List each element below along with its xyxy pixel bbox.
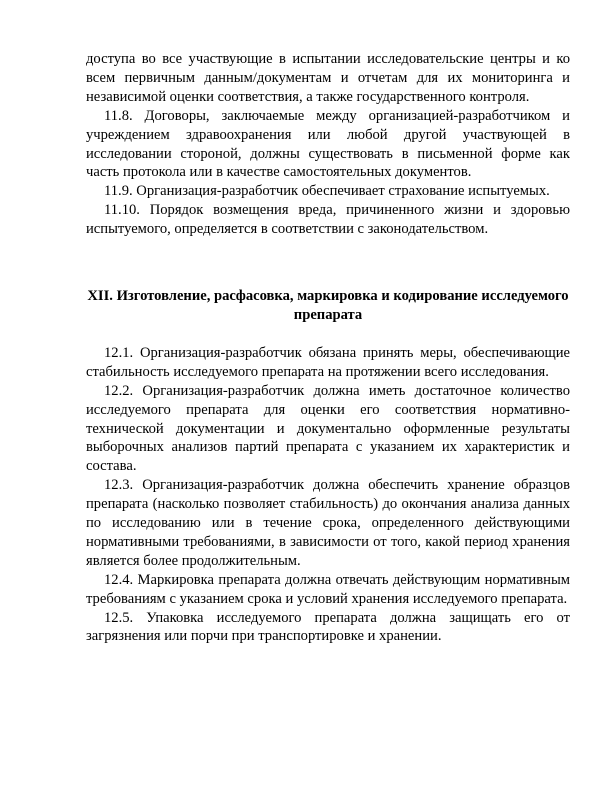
- paragraph-continued: доступа во все участвующие в испытании исследовательские центры и ко всем первичным данным/документам и отчетам для их мониторинга и независимой оценки соответствия, а также государственного контроля.: [86, 51, 570, 105]
- document-page: [86, 50, 570, 646]
- paragraph-12-1: 12.1. Организация-разработчик обязана принять меры, обеспечивающие стабильность исследуемого препарата на протяжении всего исследования.: [86, 344, 570, 380]
- paragraph-12-2: 12.2. Организация-разработчик должна иметь достаточное количество исследуемого препарата для оценки его соответствия нормативно-технической документации и документально оформленные результаты выборочных анализов партий препарата с указанием их характеристик и состава.: [86, 382, 570, 475]
- section-heading-xii: XII. Изготовление, расфасовка, маркировка и кодирование исследуемого препарата: [87, 288, 569, 323]
- paragraph-12-4: 12.4. Маркировка препарата должна отвечать действующим нормативным требованиям с указанием срока и условий хранения исследуемого препарата.: [86, 571, 570, 607]
- paragraph-11-9: 11.9. Организация-разработчик обеспечивает страхование испытуемых.: [104, 183, 550, 200]
- paragraph-11-10: 11.10. Порядок возмещения вреда, причиненного жизни и здоровью испытуемого, определяется в соответствии с законодательством.: [86, 202, 570, 238]
- paragraph-12-3: 12.3. Организация-разработчик должна обеспечить хранение образцов препарата (насколько позволяет стабильность) до окончания анализа данных по исследованию или в течение срока, определенного действующими нормативными требованиями, в зависимости от того, какой период хранения является более продолжительным.: [86, 477, 570, 569]
- paragraph-11-8: 11.8. Договоры, заключаемые между организацией-разработчиком и учреждением здравоохранения или любой другой участвующей в исследовании стороной, должны существовать в письменной форме как часть протокола или в качестве самостоятельных документов.: [86, 107, 570, 181]
- paragraph-12-5: 12.5. Упаковка исследуемого препарата должна защищать его от загрязнения или порчи при транспортировке и хранении.: [86, 609, 570, 645]
